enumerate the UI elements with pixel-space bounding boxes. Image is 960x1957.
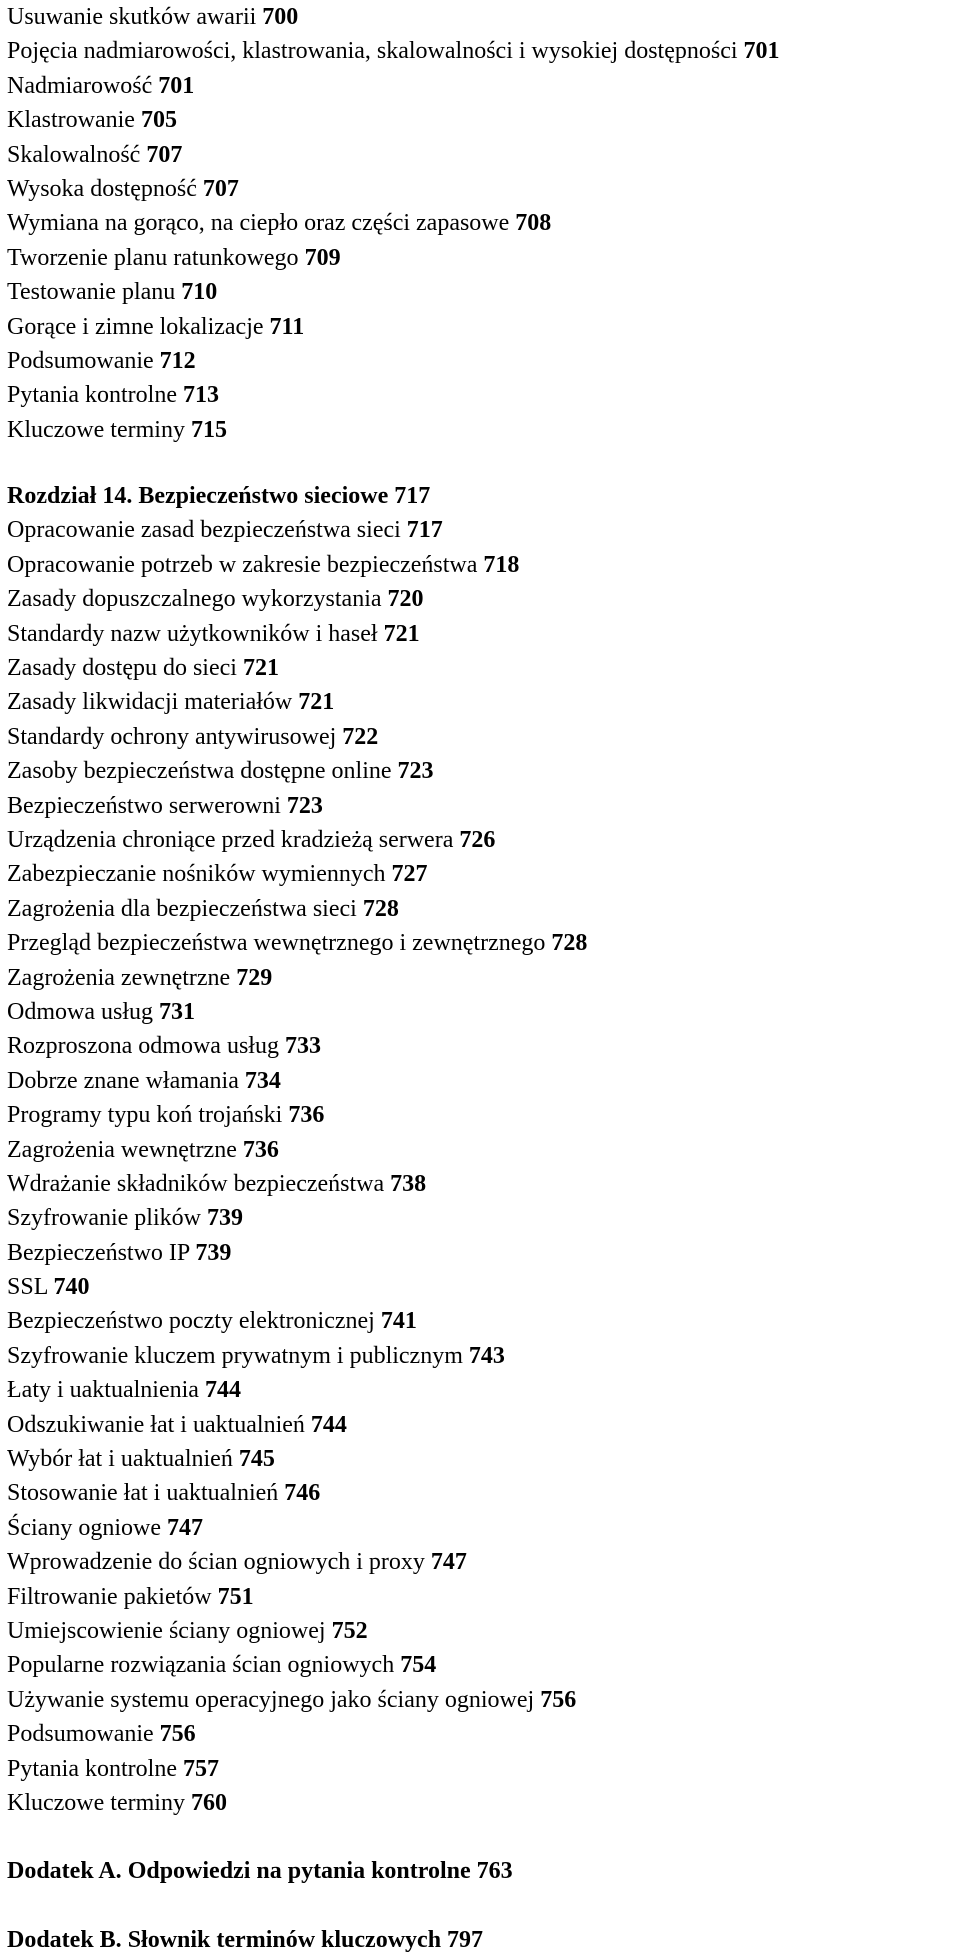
toc-entry-page-number: 756	[159, 1721, 196, 1748]
toc-entry[interactable]	[7, 1064, 957, 1098]
toc-entry[interactable]	[7, 1373, 957, 1407]
toc-entry-page-number: 760	[190, 1789, 227, 1816]
toc-entry-title: Używanie systemu operacyjnego jako ściany ogniowej	[7, 1686, 535, 1713]
toc-entry-title: Szyfrowanie plików	[7, 1205, 201, 1232]
chapter-page-number: 717	[394, 483, 431, 510]
toc-entry-page-number: 717	[406, 517, 443, 544]
appendix-page-number: 763	[476, 1858, 513, 1885]
spacer	[7, 1889, 957, 1923]
toc-entry-page-number: 722	[342, 723, 379, 750]
toc-entry-page-number: 752	[331, 1617, 368, 1644]
toc-entry[interactable]	[7, 1580, 957, 1614]
appendix-heading-a[interactable]	[7, 1854, 957, 1888]
toc-entry[interactable]	[7, 548, 957, 582]
toc-entry-page-number: 739	[206, 1205, 243, 1232]
toc-entry[interactable]	[7, 69, 957, 103]
toc-entry-title: Wprowadzenie do ścian ogniowych i proxy	[7, 1549, 425, 1576]
toc-entry-page-number: 726	[459, 826, 496, 853]
toc-entry-title: Klastrowanie	[7, 107, 135, 134]
toc-entry[interactable]	[7, 1545, 957, 1579]
toc-entry-title: Pytania kontrolne	[7, 1755, 177, 1782]
toc-entry[interactable]	[7, 138, 957, 172]
toc-section-chapter-14	[7, 513, 957, 1820]
toc-entry[interactable]	[7, 1683, 957, 1717]
toc-entry[interactable]	[7, 995, 957, 1029]
toc-entry[interactable]	[7, 0, 957, 34]
toc-entry-page-number: 721	[242, 655, 279, 682]
toc-entry[interactable]	[7, 1408, 957, 1442]
toc-entry[interactable]	[7, 857, 957, 891]
appendix-label: Dodatek A.	[7, 1858, 122, 1885]
toc-entry[interactable]	[7, 1133, 957, 1167]
toc-entry[interactable]	[7, 103, 957, 137]
toc-entry[interactable]	[7, 275, 957, 309]
toc-entry-page-number: 747	[430, 1549, 467, 1576]
toc-entry-page-number: 723	[397, 758, 434, 785]
toc-entry-title: Bezpieczeństwo serwerowni	[7, 792, 281, 819]
toc-entry[interactable]	[7, 685, 957, 719]
spacer	[7, 447, 957, 479]
toc-entry-page-number: 720	[387, 586, 424, 613]
toc-entry-page-number: 710	[181, 279, 218, 306]
toc-entry[interactable]	[7, 1098, 957, 1132]
toc-entry-title: Tworzenie planu ratunkowego	[7, 244, 299, 271]
appendix-label: Dodatek B.	[7, 1926, 122, 1953]
toc-entry-page-number: 736	[288, 1102, 325, 1129]
toc-entry-page-number: 734	[244, 1067, 281, 1094]
toc-entry[interactable]	[7, 413, 957, 447]
toc-entry-title: Szyfrowanie kluczem prywatnym i publicznym	[7, 1342, 463, 1369]
toc-entry-page-number: 707	[146, 141, 183, 168]
toc-entry-title: Rozproszona odmowa usług	[7, 1033, 279, 1060]
toc-entry-title: Wdrażanie składników bezpieczeństwa	[7, 1170, 385, 1197]
toc-entry-page-number: 744	[204, 1377, 241, 1404]
toc-entry[interactable]	[7, 1752, 957, 1786]
toc-entry-title: Wysoka dostępność	[7, 175, 197, 202]
toc-entry-page-number: 745	[238, 1446, 275, 1473]
toc-entry-page-number: 739	[195, 1239, 232, 1266]
toc-entry-page-number: 736	[242, 1136, 279, 1163]
toc-entry-title: Popularne rozwiązania ścian ogniowych	[7, 1652, 395, 1679]
toc-entry-page-number: 721	[383, 620, 420, 647]
toc-entry-title: Nadmiarowość	[7, 72, 153, 99]
toc-entry[interactable]	[7, 34, 957, 68]
toc-entry[interactable]	[7, 1201, 957, 1235]
toc-entry[interactable]	[7, 582, 957, 616]
toc-entry[interactable]	[7, 172, 957, 206]
toc-entry[interactable]	[7, 206, 957, 240]
toc-entry-title: Stosowanie łat i uaktualnień	[7, 1480, 279, 1507]
toc-entry-page-number: 712	[159, 347, 196, 374]
toc-entry-title: Zagrożenia dla bezpieczeństwa sieci	[7, 895, 357, 922]
toc-entry-page-number: 733	[284, 1033, 321, 1060]
toc-entry-page-number: 709	[304, 244, 341, 271]
toc-entry-title: Testowanie planu	[7, 279, 176, 306]
toc-entry-title: Programy typu koń trojański	[7, 1102, 283, 1129]
toc-entry[interactable]	[7, 892, 957, 926]
toc-entry[interactable]	[7, 1614, 957, 1648]
toc-entry[interactable]	[7, 1029, 957, 1063]
toc-entry-title: Zagrożenia wewnętrzne	[7, 1136, 237, 1163]
toc-entry[interactable]	[7, 1786, 957, 1820]
toc-entry-page-number: 708	[515, 210, 552, 237]
toc-entry-page-number: 754	[400, 1652, 437, 1679]
toc-entry-title: Wymiana na gorąco, na ciepło oraz części zapasowe	[7, 210, 510, 237]
toc-entry[interactable]	[7, 1511, 957, 1545]
toc-entry[interactable]	[7, 1167, 957, 1201]
toc-entry-title: Przegląd bezpieczeństwa wewnętrznego i zewnętrznego	[7, 930, 546, 957]
toc-entry-title: Standardy ochrony antywirusowej	[7, 723, 337, 750]
toc-entry-title: Wybór łat i uaktualnień	[7, 1446, 233, 1473]
chapter-title: Bezpieczeństwo sieciowe	[138, 483, 389, 510]
toc-entry-page-number: 744	[310, 1411, 347, 1438]
toc-entry-page-number: 756	[540, 1686, 577, 1713]
toc-entry-title: Zagrożenia zewnętrzne	[7, 964, 231, 991]
toc-entry-page-number: 713	[182, 382, 219, 409]
toc-entry-page-number: 711	[269, 313, 305, 340]
toc-entry-page-number: 740	[53, 1274, 90, 1301]
toc-entry-page-number: 715	[190, 416, 227, 443]
toc-entry-page-number: 727	[391, 861, 428, 888]
toc-entry-title: Pytania kontrolne	[7, 382, 177, 409]
toc-entry-page-number: 707	[202, 175, 239, 202]
toc-entry[interactable]	[7, 754, 957, 788]
toc-entry[interactable]	[7, 617, 957, 651]
toc-entry[interactable]	[7, 1648, 957, 1682]
toc-entry[interactable]	[7, 720, 957, 754]
toc-entry-page-number: 741	[380, 1308, 417, 1335]
toc-entry-title: Urządzenia chroniące przed kradzieżą serwera	[7, 826, 454, 853]
toc-entry-page-number: 738	[390, 1170, 427, 1197]
toc-entry-title: Opracowanie potrzeb w zakresie bezpieczeństwa	[7, 551, 478, 578]
toc-entry[interactable]	[7, 1442, 957, 1476]
chapter-heading-14[interactable]	[7, 479, 957, 513]
toc-entry[interactable]	[7, 1339, 957, 1373]
toc-entry[interactable]	[7, 926, 957, 960]
toc-entry-page-number: 728	[551, 930, 588, 957]
toc-entry[interactable]	[7, 1270, 957, 1304]
toc-entry-title: Usuwanie skutków awarii	[7, 4, 257, 30]
chapter-label: Rozdział 14.	[7, 483, 133, 510]
toc-entry[interactable]	[7, 1236, 957, 1270]
toc-entry[interactable]	[7, 241, 957, 275]
toc-entry-page-number: 728	[362, 895, 399, 922]
toc-entry-title: Odszukiwanie łat i uaktualnień	[7, 1411, 305, 1438]
toc-entry-title: SSL	[7, 1274, 48, 1301]
toc-entry-page-number: 731	[159, 998, 195, 1025]
toc-entry-title: Zasady likwidacji materiałów	[7, 689, 293, 716]
toc-entry-title: Zasady dopuszczalnego wykorzystania	[7, 586, 382, 613]
toc-entry[interactable]	[7, 513, 957, 547]
toc-entry-page-number: 747	[166, 1514, 203, 1541]
toc-entry-page-number: 751	[217, 1583, 254, 1610]
appendix-heading-b[interactable]	[7, 1923, 957, 1957]
toc-entry-title: Opracowanie zasad bezpieczeństwa sieci	[7, 517, 401, 544]
toc-entry-page-number: 723	[286, 792, 323, 819]
toc-entry[interactable]	[7, 961, 957, 995]
toc-entry-page-number: 757	[182, 1755, 219, 1782]
toc-entry-title: Zasoby bezpieczeństwa dostępne online	[7, 758, 392, 785]
toc-entry-title: Gorące i zimne lokalizacje	[7, 313, 264, 340]
table-of-contents	[7, 0, 957, 1957]
toc-entry-title: Skalowalność	[7, 141, 141, 168]
toc-entry[interactable]	[7, 823, 957, 857]
toc-entry-title: Zasady dostępu do sieci	[7, 655, 237, 682]
toc-entry-page-number: 718	[483, 551, 520, 578]
toc-entry[interactable]	[7, 1476, 957, 1510]
toc-entry-title: Filtrowanie pakietów	[7, 1583, 212, 1610]
toc-entry-title: Bezpieczeństwo poczty elektronicznej	[7, 1308, 375, 1335]
toc-entry-title: Umiejscowienie ściany ogniowej	[7, 1617, 326, 1644]
toc-entry[interactable]	[7, 1304, 957, 1338]
toc-entry-page-number: 721	[298, 689, 335, 716]
toc-entry[interactable]	[7, 1717, 957, 1751]
toc-entry-title: Bezpieczeństwo IP	[7, 1239, 190, 1266]
toc-entry-page-number: 705	[140, 107, 177, 134]
toc-entry-page-number: 746	[284, 1480, 321, 1507]
toc-entry-page-number: 743	[468, 1342, 505, 1369]
toc-entry-title: Kluczowe terminy	[7, 1789, 185, 1816]
appendix-title: Odpowiedzi na pytania kontrolne	[127, 1858, 471, 1885]
toc-entry-title: Łaty i uaktualnienia	[7, 1377, 199, 1404]
toc-entry-title: Odmowa usług	[7, 998, 153, 1025]
toc-section-chapter-13-end	[7, 0, 957, 447]
appendix-title: Słownik terminów kluczowych	[127, 1926, 442, 1953]
toc-entry-page-number: 701	[743, 38, 780, 65]
toc-entry[interactable]	[7, 344, 957, 378]
toc-entry-title: Kluczowe terminy	[7, 416, 185, 443]
toc-entry[interactable]	[7, 651, 957, 685]
toc-entry-page-number: 700	[262, 4, 299, 30]
toc-entry-title: Dobrze znane włamania	[7, 1067, 239, 1094]
appendix-page-number: 797	[447, 1926, 484, 1953]
toc-entry-title: Pojęcia nadmiarowości, klastrowania, skalowalności i wysokiej dostępności	[7, 38, 738, 65]
toc-entry-page-number: 729	[236, 964, 273, 991]
toc-entry[interactable]	[7, 378, 957, 412]
toc-entry[interactable]	[7, 310, 957, 344]
spacer	[7, 1820, 957, 1854]
toc-entry-title: Podsumowanie	[7, 347, 154, 374]
toc-entry[interactable]	[7, 789, 957, 823]
toc-entry-title: Standardy nazw użytkowników i haseł	[7, 620, 378, 647]
toc-entry-page-number: 701	[158, 72, 195, 99]
toc-entry-title: Ściany ogniowe	[7, 1514, 161, 1541]
toc-entry-title: Podsumowanie	[7, 1721, 154, 1748]
toc-entry-title: Zabezpieczanie nośników wymiennych	[7, 861, 386, 888]
